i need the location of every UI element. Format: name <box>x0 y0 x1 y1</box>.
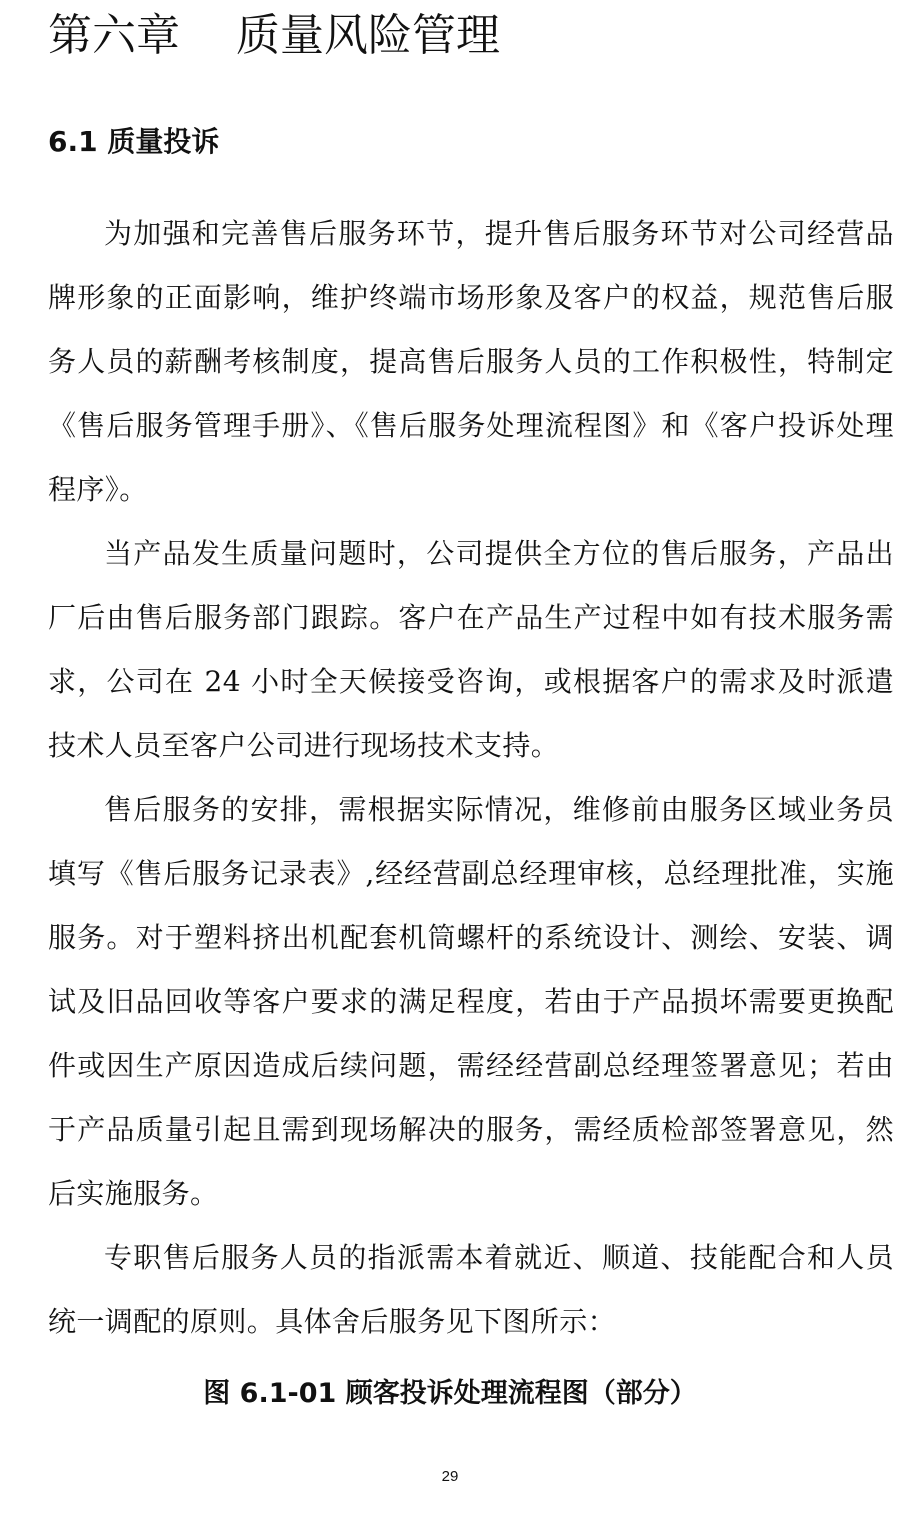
body-text <box>48 202 894 1354</box>
figure-caption: 图 6.1-01 顾客投诉处理流程图（部分） <box>203 1378 697 1409</box>
section-title: 6.1 质量投诉 <box>48 125 220 158</box>
paragraph-staff-assignment: 专职售后服务人员的指派需本着就近、顺道、技能配合和人员统一调配的原则。具体舍后服务见下图所示： <box>48 1241 894 1338</box>
page-number: 29 <box>441 1468 459 1485</box>
paragraph-intro: 为加强和完善售后服务环节，提升售后服务环节对公司经营品牌形象的正面影响，维护终端市场形象及客户的权益，规范售后服务人员的薪酬考核制度，提高售后服务人员的工作积极性，特制定《售后服务管理手册》、《售后服务处理流程图》和《客户投诉处理程序》。 <box>48 217 894 506</box>
paragraph-service-arrangement: 售后服务的安排，需根据实际情况，维修前由服务区域业务员填写《售后服务记录表》,经经营副总经理审核，总经理批准，实施服务。对于塑料挤出机配套机筒螺杆的系统设计、测绘、安装、调试及旧品回收等客户要求的满足程度，若由于产品损坏需要更换配件或因生产原因造成后续问题，需经经营副总经理签署意见；若由于产品质量引起且需到现场解决的服务，需经质检部签署意见，然后实施服务。 <box>48 793 894 1210</box>
paragraph-after-sales-support: 当产品发生质量问题时，公司提供全方位的售后服务，产品出厂后由售后服务部门跟踪。客户在产品生产过程中如有技术服务需求，公司在 24 小时全天候接受咨询，或根据客户的需求及时派遣技术人员至客户公司进行现场技术支持。 <box>48 537 894 762</box>
chapter-title: 第六章 质量风险管理 <box>48 10 500 61</box>
